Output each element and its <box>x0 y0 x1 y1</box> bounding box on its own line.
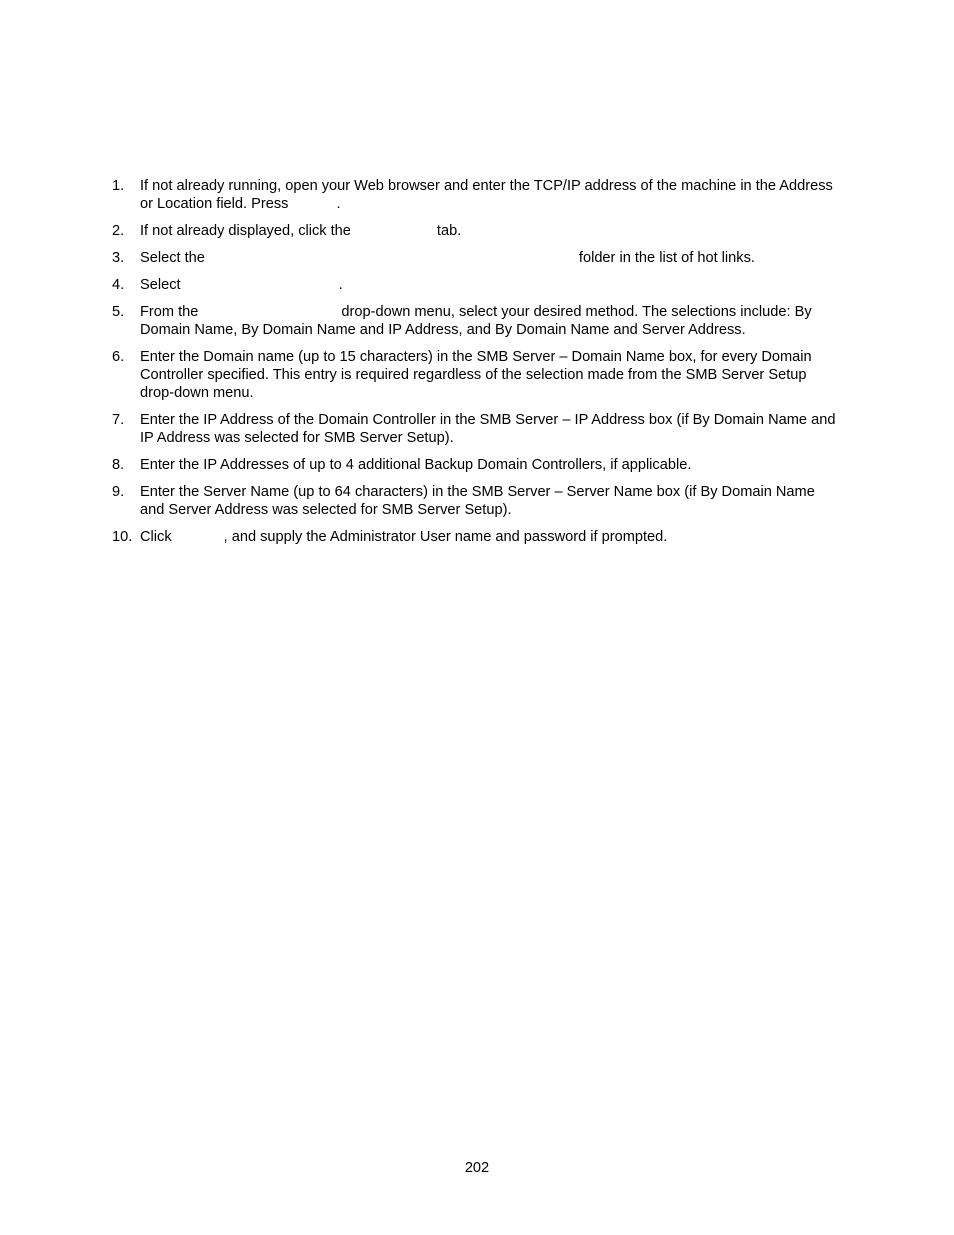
step-10 <box>112 528 842 546</box>
step-3 <box>112 249 842 267</box>
step-text: folder in the list of hot links. <box>578 250 755 266</box>
step-number: 1. <box>112 178 125 194</box>
step-number: 9. <box>112 484 125 500</box>
step-number: 4. <box>112 277 125 293</box>
step-text: Enter the IP Address of the Domain Controller in the SMB Server – IP Address box (if By Domain Name and IP Address was selected for SMB Server Setup). <box>140 412 836 446</box>
instruction-list <box>112 177 842 555</box>
step-number: 2. <box>112 223 125 239</box>
step-4 <box>112 276 842 294</box>
page-number: 202 <box>464 1160 490 1176</box>
step-number: 7. <box>112 412 125 428</box>
step-number: 5. <box>112 304 125 320</box>
step-5 <box>112 303 842 339</box>
step-text: tab. <box>436 223 462 239</box>
step-text: Select the <box>140 250 205 266</box>
step-text: From the <box>140 304 199 320</box>
step-number: 6. <box>112 349 125 365</box>
step-7 <box>112 411 842 447</box>
step-text: Enter the Server Name (up to 64 characters) in the SMB Server – Server Name box (if By Domain Name and Server Address was selected for SMB Server Setup). <box>140 484 815 518</box>
step-text: Click <box>140 529 172 545</box>
step-9 <box>112 483 842 519</box>
step-8 <box>112 456 842 474</box>
step-1 <box>112 177 842 213</box>
step-2 <box>112 222 842 240</box>
step-number: 8. <box>112 457 125 473</box>
step-number: 3. <box>112 250 125 266</box>
step-text: drop-down menu, select your desired method. The selections include: By Domain Name, By Domain Name and IP Address, and By Domain Name and Server Address. <box>140 304 812 338</box>
step-number: 10. <box>112 529 133 545</box>
step-text: Enter the IP Addresses of up to 4 additional Backup Domain Controllers, if applicable. <box>140 457 692 473</box>
step-6 <box>112 348 842 402</box>
step-text: Enter the Domain name (up to 15 characters) in the SMB Server – Domain Name box, for every Domain Controller specified. This entry is required regardless of the selection made from the SMB Server Setup drop-down menu. <box>140 349 812 401</box>
step-text: If not already running, open your Web browser and enter the TCP/IP address of the machine in the Address or Location field. Press <box>140 178 833 212</box>
step-text: , and supply the Administrator User name and password if prompted. <box>223 529 668 545</box>
step-text: . <box>336 196 341 212</box>
step-text: If not already displayed, click the <box>140 223 351 239</box>
step-text: . <box>338 277 343 293</box>
step-text: Select <box>140 277 181 293</box>
